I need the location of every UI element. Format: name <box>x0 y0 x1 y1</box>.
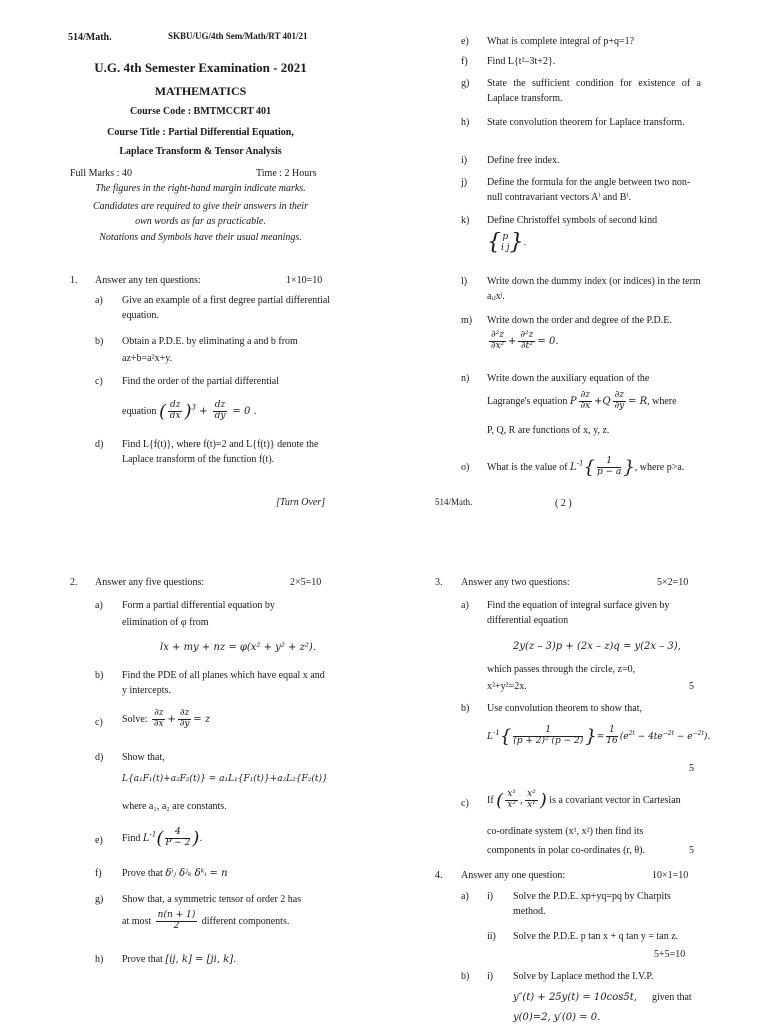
instruction-2: Candidates are required to give their answers in their <box>93 201 308 212</box>
question-1-marks: 1×10=10 <box>286 275 323 286</box>
q3c-row <box>487 787 701 814</box>
q2c-label: c) <box>95 717 103 728</box>
q4b-given: given that <box>652 992 692 1003</box>
q1b-equation: az+b=a²x+y. <box>122 353 173 364</box>
q2b-label: b) <box>95 670 104 681</box>
q1c-text: Find the order of the partial differential <box>122 376 279 387</box>
q3c-vector: ( $\frac{\text{x¹}}{\text{x²}}$ , $\frac{\text{x²}}{\text{x¹}}$ ) <box>496 789 547 811</box>
question-4-instruction: Answer any one question: <box>461 870 566 881</box>
q1a-text: Give an example of a first degree partial differential equation. <box>122 295 331 321</box>
q2h-row <box>122 952 236 967</box>
time-allowed: Time : 2 Hours <box>256 168 317 179</box>
q1k-label: k) <box>461 215 470 226</box>
q1m-equation: $\frac{\text{∂²z}}{\text{∂x²}}$ + $\frac{\text{∂²z}}{\text{∂t²}}$ = 0. <box>490 330 559 351</box>
question-2-instruction: Answer any five questions: <box>95 577 205 588</box>
q4a-marks: 5+5=10 <box>654 949 686 960</box>
q3c-mark: 5 <box>689 845 694 856</box>
q2h-text: Prove that <box>122 954 163 965</box>
q1o-text: What is the value of <box>487 462 568 473</box>
header-right: SKBU/UG/4th Sem/Math/RT 401/21 <box>168 31 308 41</box>
q1g-label: g) <box>461 78 470 89</box>
q2d-text-2: where a₁, a₂ are constants. <box>122 801 227 812</box>
question-1-instruction: Answer any ten questions: <box>95 275 201 286</box>
q2e-equation: $L^{-1}$( $\frac{4}{P - 2}$ ). <box>142 827 203 849</box>
q3c-text-3: co-ordinate system (x¹, x²) then find its <box>487 826 644 837</box>
q2g-fraction: $\frac{n(n + 1)}{2}$ <box>157 910 196 931</box>
q3c-label: c) <box>461 798 469 809</box>
footer-page-number: ( 2 ) <box>555 498 572 509</box>
page-1 <box>68 30 333 510</box>
instruction-1: The figures in the right-hand margin indicate marks. <box>95 183 306 194</box>
q1j-label: j) <box>461 177 468 188</box>
q1c-equation-row <box>122 398 257 425</box>
q4b-i-label: i) <box>487 971 494 982</box>
q1n-equation-prefix: Lagrange's equation <box>487 395 568 407</box>
q3c-text-4: components in polar co-ordinates (r, θ). <box>487 845 645 856</box>
page-2 <box>433 30 701 510</box>
q2d-text: Show that, <box>122 752 165 763</box>
q1o-suffix: , where p>a. <box>634 462 685 473</box>
q4a-label: a) <box>461 891 469 902</box>
q3c-text-2: is a covariant vector in Cartesian <box>549 795 681 806</box>
q1o-label: o) <box>461 462 470 473</box>
q1b-text: Obtain a P.D.E. by eliminating a and b from <box>122 336 298 347</box>
course-title-line-2: Laplace Transform & Tensor Analysis <box>119 146 282 157</box>
q1b-label: b) <box>95 336 104 347</box>
q1n-equation: P $\frac{\partial z}{\partial x}$ +Q $\frac{\partial z}{\partial y}$ = R <box>569 390 648 411</box>
exam-title: U.G. 4th Semester Examination - 2021 <box>94 60 307 75</box>
q1c-label: c) <box>95 376 103 387</box>
q1m-label: m) <box>461 315 473 326</box>
q3a-equation: 2y(z – 3)p + (2x – z)q = y(2x – 3), <box>513 641 681 652</box>
q2h-equation: [ij, k] = [ji, k]. <box>165 954 237 965</box>
q1c-equation-prefix: equation <box>122 406 157 417</box>
q2f-row <box>122 866 228 881</box>
q1d-label: d) <box>95 439 104 450</box>
q1e-text: What is complete integral of p+q=1? <box>487 36 635 47</box>
q1n-equation-suffix: , where <box>647 395 677 407</box>
q1i-text: Define free index. <box>487 155 560 166</box>
full-marks: Full Marks : 40 <box>70 168 132 179</box>
q2c-text: Solve: <box>122 713 148 725</box>
q4b-equation: y″(t) + 25y(t) = 10cos5t, <box>513 992 637 1003</box>
q2a-label: a) <box>95 600 103 611</box>
q4b-label: b) <box>461 971 470 982</box>
q1l-label: l) <box>461 276 468 287</box>
q2d-equation: L{a₁F₁(t)+a₂F₂(t)} = a₁L₁{F₁(t)}+a₂L₂{F₂(t)} <box>122 774 328 784</box>
q1n-text: Write down the auxiliary equation of the <box>487 373 650 384</box>
q1o-equation: $L^{-1}${ $\frac{1}{p - a}$ } <box>570 456 635 478</box>
instruction-3: own words as far as practicable. <box>135 216 266 227</box>
q3a-text-3: x²+y²=2x. <box>487 681 527 692</box>
q2g-text: Show that, a symmetric tensor of order 2 has <box>122 894 302 905</box>
question-1-number: 1. <box>70 275 78 286</box>
q2b-text: Find the PDE of all planes which have equal x and y intercepts. <box>122 670 325 696</box>
q1c-equation: ( $\frac{dz}{dx}$ )$^3$ + $\frac{dz}{dy}$ = 0 . <box>158 400 257 422</box>
q3c-text: If <box>487 795 494 806</box>
q1i-label: i) <box>461 155 468 166</box>
q3b-equation: $L^{-1}${ $\frac{1}{\text{(p + 2)² (p − 2)}}$ }= $\frac{1}{16}$ $(e^{2t} - 4te^{-2t} - e^{-2t})$. <box>487 725 711 747</box>
q3b-mark: 5 <box>689 763 694 774</box>
q2g-text-3: different components. <box>201 915 290 927</box>
q4a-ii-label: ii) <box>487 931 496 942</box>
question-2-number: 2. <box>70 577 78 588</box>
q2f-text: Prove that <box>122 868 163 879</box>
q1h-text: State convolution theorem for Laplace transform. <box>487 117 685 128</box>
q2a-equation: lx + my + nz = φ(x² + y² + z²). <box>160 642 316 653</box>
q2f-label: f) <box>95 868 102 879</box>
q4a-i-text: Solve the P.D.E. xp+yq=pq by Charpits method. <box>513 891 671 917</box>
q4b-i-text: Solve by Laplace method the I.V.P. <box>513 971 654 982</box>
q2d-label: d) <box>95 752 104 763</box>
q3b-label: b) <box>461 703 470 714</box>
q3a-text-2: which passes through the circle, z=0, <box>487 664 636 675</box>
q1l-text: Write down the dummy index (or indices) in the term aᵢⱼxʲ. <box>487 276 701 302</box>
turn-over: [Turn Over] <box>276 497 326 508</box>
christoffel-symbol: {p i j}. <box>487 230 527 255</box>
question-4-number: 4. <box>435 870 443 881</box>
instruction-4: Notations and Symbols have their usual meanings. <box>99 232 302 243</box>
q2a-text-2: elimination of φ from <box>122 617 209 628</box>
course-code: Course Code : BMTMCCRT 401 <box>129 106 272 117</box>
page-4 <box>433 575 711 1024</box>
q3a-label: a) <box>461 600 469 611</box>
q2a-text: Form a partial differential equation by <box>122 600 275 611</box>
q1n-text-2: P, Q, R are functions of x, y, z. <box>487 425 610 436</box>
q3a-mark: 5 <box>689 681 694 692</box>
q1m-text: Write down the order and degree of the P.D.E. <box>487 315 672 326</box>
q1e-label: e) <box>461 36 469 47</box>
q1h-label: h) <box>461 117 470 128</box>
q1n-equation-row <box>487 391 701 412</box>
q2e-label: e) <box>95 835 103 846</box>
question-3-instruction: Answer any two questions: <box>461 577 570 588</box>
q3a-text: Find the equation of integral surface given by differential equation <box>487 600 670 626</box>
question-3-number: 3. <box>435 577 443 588</box>
q4b-condition: y(0)=2, y′(0) = 0. <box>513 1012 601 1023</box>
footer-left: 514/Math. <box>435 497 473 507</box>
q2g-text-2: at most <box>122 915 152 927</box>
question-3-marks: 5×2=10 <box>657 577 689 588</box>
question-4-marks: 10×1=10 <box>652 870 689 881</box>
q3b-text: Use convolution theorem to show that, <box>487 703 642 714</box>
q1k-text: Define Christoffel symbols of second kind <box>487 215 658 226</box>
q1j-text: Define the formula for the angle between two non-null contravariant vectors Aⁱ and Bⁱ. <box>487 177 691 203</box>
q2c-row <box>122 709 210 730</box>
q2f-equation: δⁱⱼ δʲₖ δᵏᵢ = n <box>165 868 228 879</box>
q1d-text: Find L{f(t)}, where f(t)=2 and L{f(t)} denote the Laplace transform of the function f(t). <box>122 439 319 465</box>
q2h-label: h) <box>95 954 104 965</box>
q2e-row <box>122 825 203 852</box>
question-2-marks: 2×5=10 <box>290 577 322 588</box>
q1f-label: f) <box>461 56 468 67</box>
q2g-row <box>122 911 289 932</box>
q2e-text: Find <box>122 833 141 844</box>
q1f-text: Find L{t²–3t+2}. <box>487 56 556 67</box>
q2g-label: g) <box>95 894 104 905</box>
q1g-text: State the sufficient condition for existence of a Laplace transform. <box>487 78 701 104</box>
page-3 <box>68 575 333 1024</box>
q1a-label: a) <box>95 295 103 306</box>
q1o-row <box>487 454 701 481</box>
course-title-line-1: Course Title : Partial Differential Equation, <box>107 127 294 138</box>
q2c-equation: $\frac{\partial z}{\partial x}$ + $\frac{\partial z}{\partial y}$ = z <box>153 708 211 729</box>
q1n-label: n) <box>461 373 470 384</box>
subject-title: MATHEMATICS <box>154 84 247 98</box>
q4a-ii-text: Solve the P.D.E. p tan x + q tan y = tan z. <box>513 931 679 942</box>
q4a-i-label: i) <box>487 891 494 902</box>
header-left: 514/Math. <box>68 32 112 43</box>
